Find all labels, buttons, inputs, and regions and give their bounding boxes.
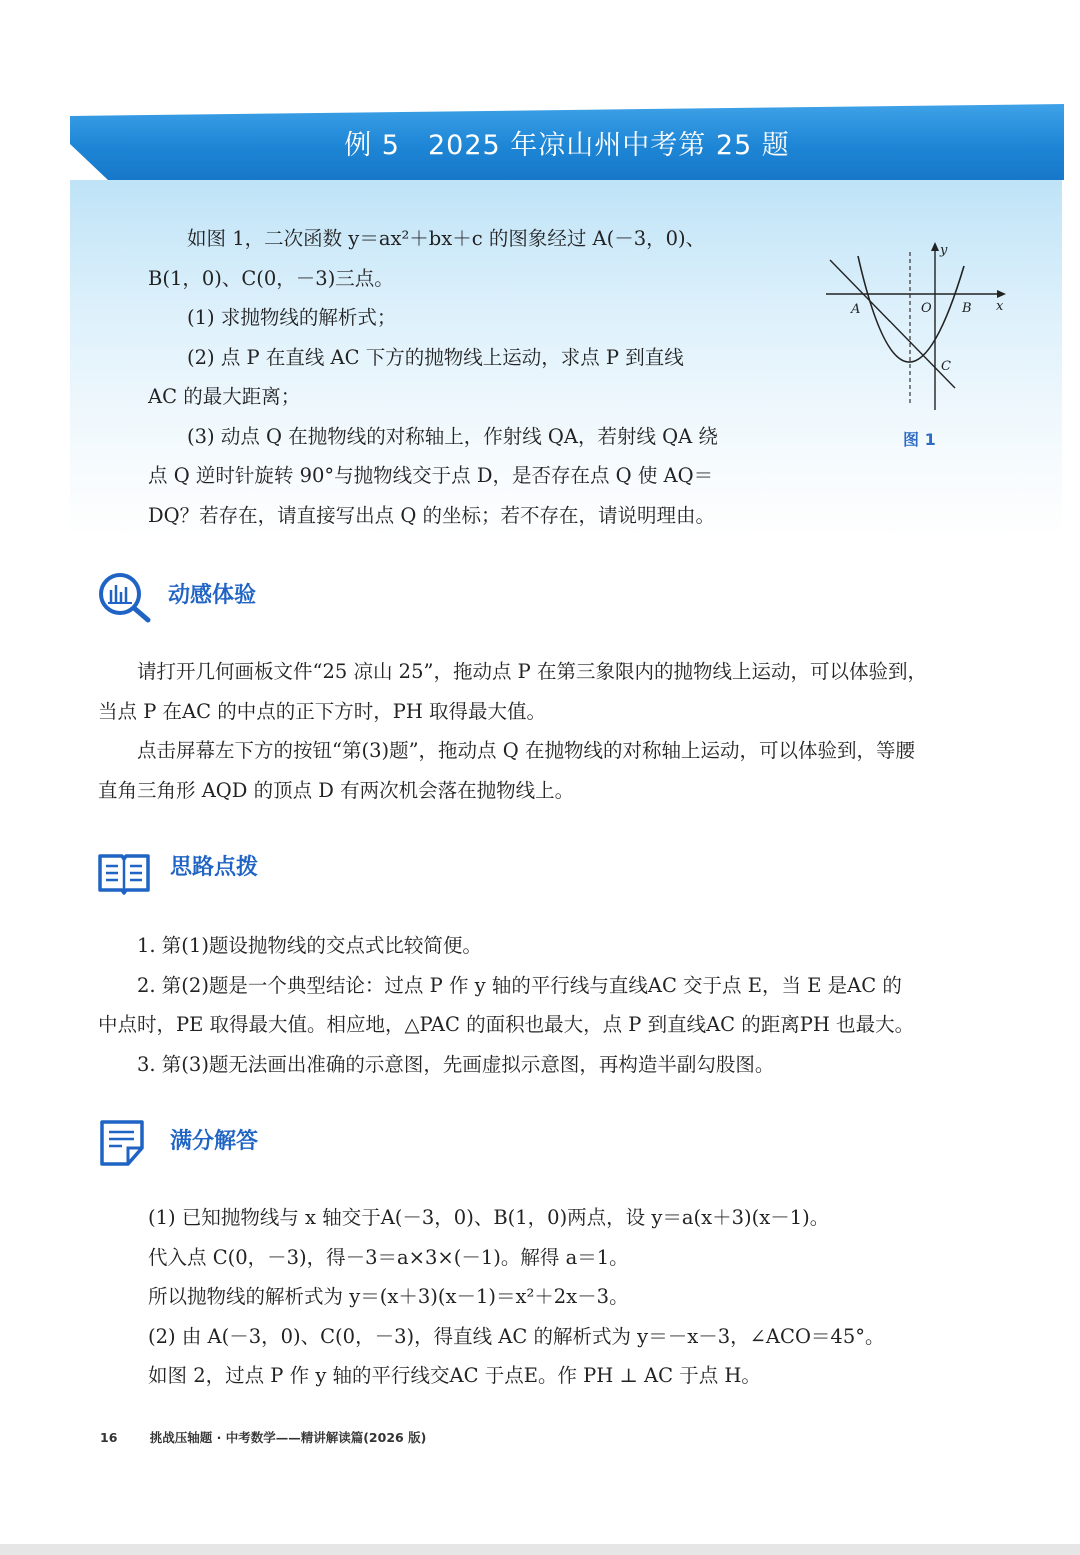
problem-question-2: (2) 点 P 在直线 AC 下方的抛物线上运动，求点 P 到直线 (187, 345, 684, 369)
hints-text (98, 926, 1038, 1084)
hint-item: 3. 第(3)题无法画出准确的示意图，先画虚拟示意图，再构造半副勾股图。 (137, 1052, 775, 1076)
page-footer (100, 1428, 426, 1446)
problem-line: B(1，0)、C(0，－3)三点。 (148, 266, 394, 290)
hint-item: 2. 第(2)题是一个典型结论：过点 P 作 y 轴的平行线与直线AC 交于点 E，当 E 是AC 的 (137, 973, 902, 997)
magnifier-chart-icon (96, 570, 156, 626)
problem-question-3: (3) 动点 Q 在抛物线的对称轴上，作射线 QA，若射线 QA 绕 (187, 424, 718, 448)
solution-text (148, 1198, 1048, 1396)
label-x: x (996, 299, 1004, 314)
label-a: A (851, 302, 861, 317)
problem-statement (148, 219, 804, 535)
solution-line: 代入点 C(0，－3)，得－3＝a×3×(－1)。解得 a＝1。 (148, 1245, 629, 1269)
solution-line: (2) 由 A(－3，0)、C(0，－3)，得直线 AC 的解析式为 y＝－x－3，∠ACO＝45°。 (148, 1324, 885, 1348)
problem-line: DQ？若存在，请直接写出点 Q 的坐标；若不存在，请说明理由。 (148, 503, 716, 527)
line-ac (830, 260, 955, 388)
problem-line: 如图 1，二次函数 y＝ax²＋bx＋c 的图象经过 A(－3，0)、 (187, 227, 706, 250)
label-o: O (921, 301, 932, 316)
label-y: y (940, 243, 948, 258)
y-axis-arrow (931, 242, 939, 251)
label-b: B (962, 301, 972, 316)
solution-line: 如图 2，过点 P 作 y 轴的平行线交AC 于点E。作 PH ⊥ AC 于点 H。 (148, 1364, 761, 1387)
section-title-hints: 思路点拨 (170, 855, 259, 880)
book-title: 挑战压轴题 · 中考数学——精讲解读篇(2026 版) (149, 1430, 427, 1445)
paragraph-line: 直角三角形 AQD 的顶点 D 有两次机会落在抛物线上。 (98, 778, 575, 802)
section-title-solution: 满分解答 (170, 1129, 259, 1154)
problem-question-1: (1) 求抛物线的解析式； (187, 306, 397, 329)
solution-line: 所以抛物线的解析式为 y＝(x＋3)(x－1)＝x²＋2x－3。 (148, 1285, 629, 1308)
banner-title: 例 5 2025 年凉山州中考第 25 题 (344, 129, 790, 161)
document-edit-icon (98, 1118, 152, 1170)
x-axis-arrow (997, 290, 1006, 298)
dynamic-experience-text (98, 652, 1038, 810)
bottom-edge (0, 1544, 1080, 1555)
problem-line: 点 Q 逆时针旋转 90°与抛物线交于点 D，是否存在点 Q 使 AQ＝ (148, 464, 714, 487)
parabola-curve (858, 256, 964, 362)
figure-1-graph (820, 238, 1020, 418)
paragraph-line: 点击屏幕左下方的按钮“第(3)题”，拖动点 Q 在抛物线的对称轴上运动，可以体验到，等腰 (137, 739, 915, 762)
figure-caption: 图 1 (903, 430, 936, 449)
solution-line: (1) 已知抛物线与 x 轴交于A(－3，0)、B(1，0)两点，设 y＝a(x＋3)(x－1)。 (148, 1206, 830, 1229)
hint-item: 1. 第(1)题设抛物线的交点式比较简便。 (137, 934, 482, 957)
open-book-icon (96, 850, 152, 896)
paragraph-line: 请打开几何画板文件“25 凉山 25”，拖动点 P 在第三象限内的抛物线上运动，可以体验到， (137, 660, 927, 683)
section-title-dynamic: 动感体验 (168, 583, 257, 608)
paragraph-line: 当点 P 在AC 的中点的正下方时，PH 取得最大值。 (98, 699, 547, 723)
label-c: C (941, 359, 951, 374)
problem-line: AC 的最大距离； (148, 385, 301, 408)
hint-item: 中点时，PE 取得最大值。相应地，△PAC 的面积也最大，点 P 到直线AC 的距离PH 也最大。 (98, 1013, 915, 1036)
page-number: 16 (100, 1430, 118, 1445)
